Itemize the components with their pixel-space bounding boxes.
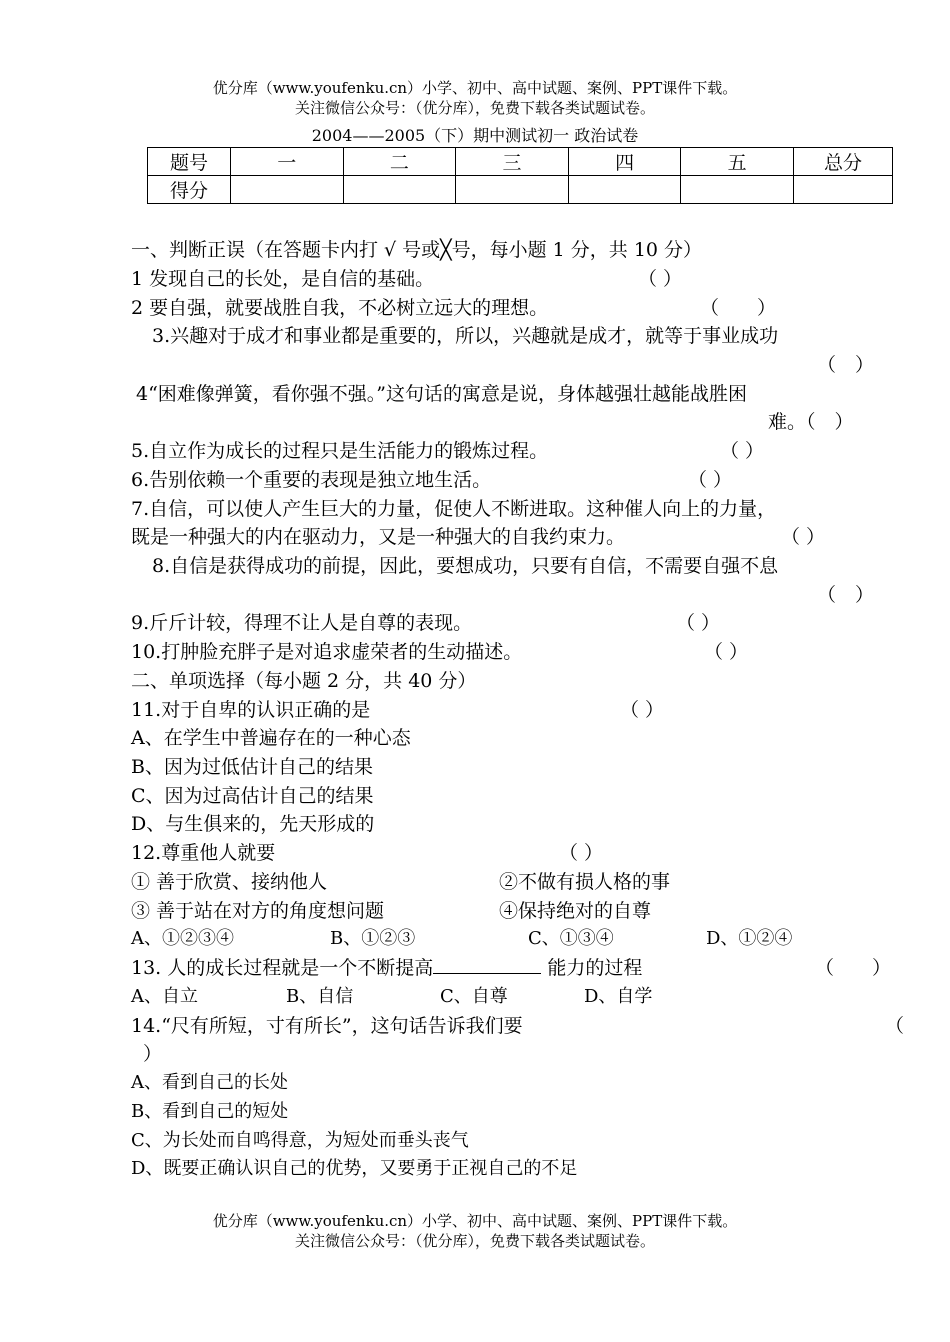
header-line-2: 关注微信公众号：（优分库），免费下载各类试题试卷。: [294, 99, 655, 117]
score-table: [147, 147, 893, 204]
score-header-cell: 总分: [794, 148, 893, 176]
score-cell[interactable]: [343, 176, 456, 204]
question-13-prefix: 13. 人的成长过程就是一个不断提高: [131, 957, 434, 979]
footer-line-1: 优分库（www.youfenku.cn）小学、初中、高中试题、案例、PPT课件下载。: [212, 1212, 738, 1230]
answer-paren-9: （ ）: [676, 612, 721, 634]
question-7-line-1: 7.自信，可以使人产生巨大的力量，促使人不断进取。这种催人向上的力量，: [131, 498, 777, 520]
footer-line-2: 关注微信公众号：（优分库），免费下载各类试题试卷。: [294, 1232, 655, 1250]
option-13-a: A、自立: [131, 986, 198, 1007]
score-header-cell: 五: [681, 148, 794, 176]
option-12-c: C、①③④: [528, 928, 614, 949]
answer-paren-14-open: （: [885, 1015, 905, 1037]
option-11-a: A、在学生中普遍存在的一种心态: [131, 727, 411, 749]
score-header-cell: 四: [568, 148, 681, 176]
question-4-line-1: 4“困难像弹簧，看你强不强。”这句话的寓意是说，身体越强壮越能战胜困: [136, 383, 748, 405]
option-11-b: B、因为过低估计自己的结果: [131, 756, 373, 778]
score-cell[interactable]: [568, 176, 681, 204]
option-13-c: C、自尊: [440, 986, 508, 1007]
option-14-b: B、看到自己的短处: [131, 1101, 289, 1122]
question-9: 9.斤斤计较，得理不让人是自尊的表现。: [131, 612, 473, 634]
score-table-score-row: [148, 176, 893, 204]
question-5: 5.自立作为成长的过程只是生活能力的锻炼过程。: [131, 440, 549, 462]
score-header-cell: 题号: [148, 148, 231, 176]
answer-paren-6: （ ）: [688, 469, 733, 491]
fill-blank-13[interactable]: [433, 955, 541, 974]
option-11-d: D、与生俱来的，先天形成的: [131, 813, 375, 835]
answer-paren-12: （ ）: [559, 842, 604, 864]
score-cell[interactable]: [681, 176, 794, 204]
score-header-cell: 一: [231, 148, 344, 176]
question-11: 11.对于自卑的认识正确的是: [131, 699, 371, 721]
option-13-d: D、自学: [584, 986, 653, 1007]
question-1: 1 发现自己的长处，是自信的基础。: [131, 268, 435, 290]
answer-paren-11: （ ）: [620, 699, 665, 721]
statement-12-3: ③ 善于站在对方的角度想问题: [131, 900, 385, 922]
question-4-line-2: 难。（ ）: [768, 411, 854, 433]
question-13-suffix: 能力的过程: [547, 957, 643, 979]
section-2-title: 二、单项选择（每小题 2 分，共 40 分）: [131, 670, 477, 692]
statement-12-4: ④保持绝对的自尊: [499, 900, 652, 922]
question-7-line-2: 既是一种强大的内在驱动力，又是一种强大的自我约束力。: [131, 526, 626, 548]
answer-paren-14-close: ）: [143, 1043, 163, 1065]
answer-paren-1: （ ）: [638, 268, 683, 290]
statement-12-1: ① 善于欣赏、接纳他人: [131, 871, 328, 893]
answer-paren-3: （ ）: [817, 354, 875, 376]
option-14-d: D、既要正确认识自己的优势，又要勇于正视自己的不足: [131, 1158, 578, 1179]
answer-paren-7: （ ）: [781, 526, 826, 548]
option-12-d: D、①②④: [706, 928, 793, 949]
statement-12-2: ②不做有损人格的事: [499, 871, 671, 893]
question-2: 2 要自强，就要战胜自我，不必树立远大的理想。: [131, 297, 549, 319]
option-13-b: B、自信: [286, 986, 354, 1007]
answer-paren-5: （ ）: [720, 440, 765, 462]
answer-paren-2: （ ）: [700, 297, 777, 319]
option-11-c: C、因为过高估计自己的结果: [131, 785, 374, 807]
option-12-a: A、①②③④: [131, 928, 234, 949]
score-header-cell: 二: [343, 148, 456, 176]
question-6: 6.告别依赖一个重要的表现是独立地生活。: [131, 469, 492, 491]
score-table-header-row: [148, 148, 893, 176]
score-header-cell: 三: [456, 148, 569, 176]
answer-paren-13: （ ）: [815, 957, 892, 979]
question-8: 8.自信是获得成功的前提，因此，要想成功，只要有自信，不需要自强不息: [152, 555, 779, 577]
question-3: 3.兴趣对于成才和事业都是重要的，所以，兴趣就是成才，就等于事业成功: [152, 325, 779, 347]
option-14-c: C、为长处而自鸣得意，为短处而垂头丧气: [131, 1130, 469, 1151]
question-13: [131, 955, 642, 981]
score-cell[interactable]: [794, 176, 893, 204]
score-cell[interactable]: [231, 176, 344, 204]
section-1-title: 一、判断正误（在答题卡内打 √ 号或╳号，每小题 1 分，共 10 分）: [131, 239, 703, 261]
answer-paren-10: （ ）: [704, 641, 749, 663]
answer-paren-8: （ ）: [817, 584, 875, 606]
score-cell[interactable]: [456, 176, 569, 204]
option-14-a: A、看到自己的长处: [131, 1072, 288, 1093]
question-14: 14.“尺有所短，寸有所长”，这句话告诉我们要: [131, 1015, 523, 1037]
score-row-label: 得分: [148, 176, 231, 204]
question-12: 12.尊重他人就要: [131, 842, 276, 864]
header-line-1: 优分库（www.youfenku.cn）小学、初中、高中试题、案例、PPT课件下载。: [212, 79, 738, 97]
question-10: 10.打肿脸充胖子是对追求虚荣者的生动描述。: [131, 641, 523, 663]
exam-title: 2004——2005（下）期中测试初一 政治试卷: [311, 126, 639, 145]
option-12-b: B、①②③: [330, 928, 416, 949]
